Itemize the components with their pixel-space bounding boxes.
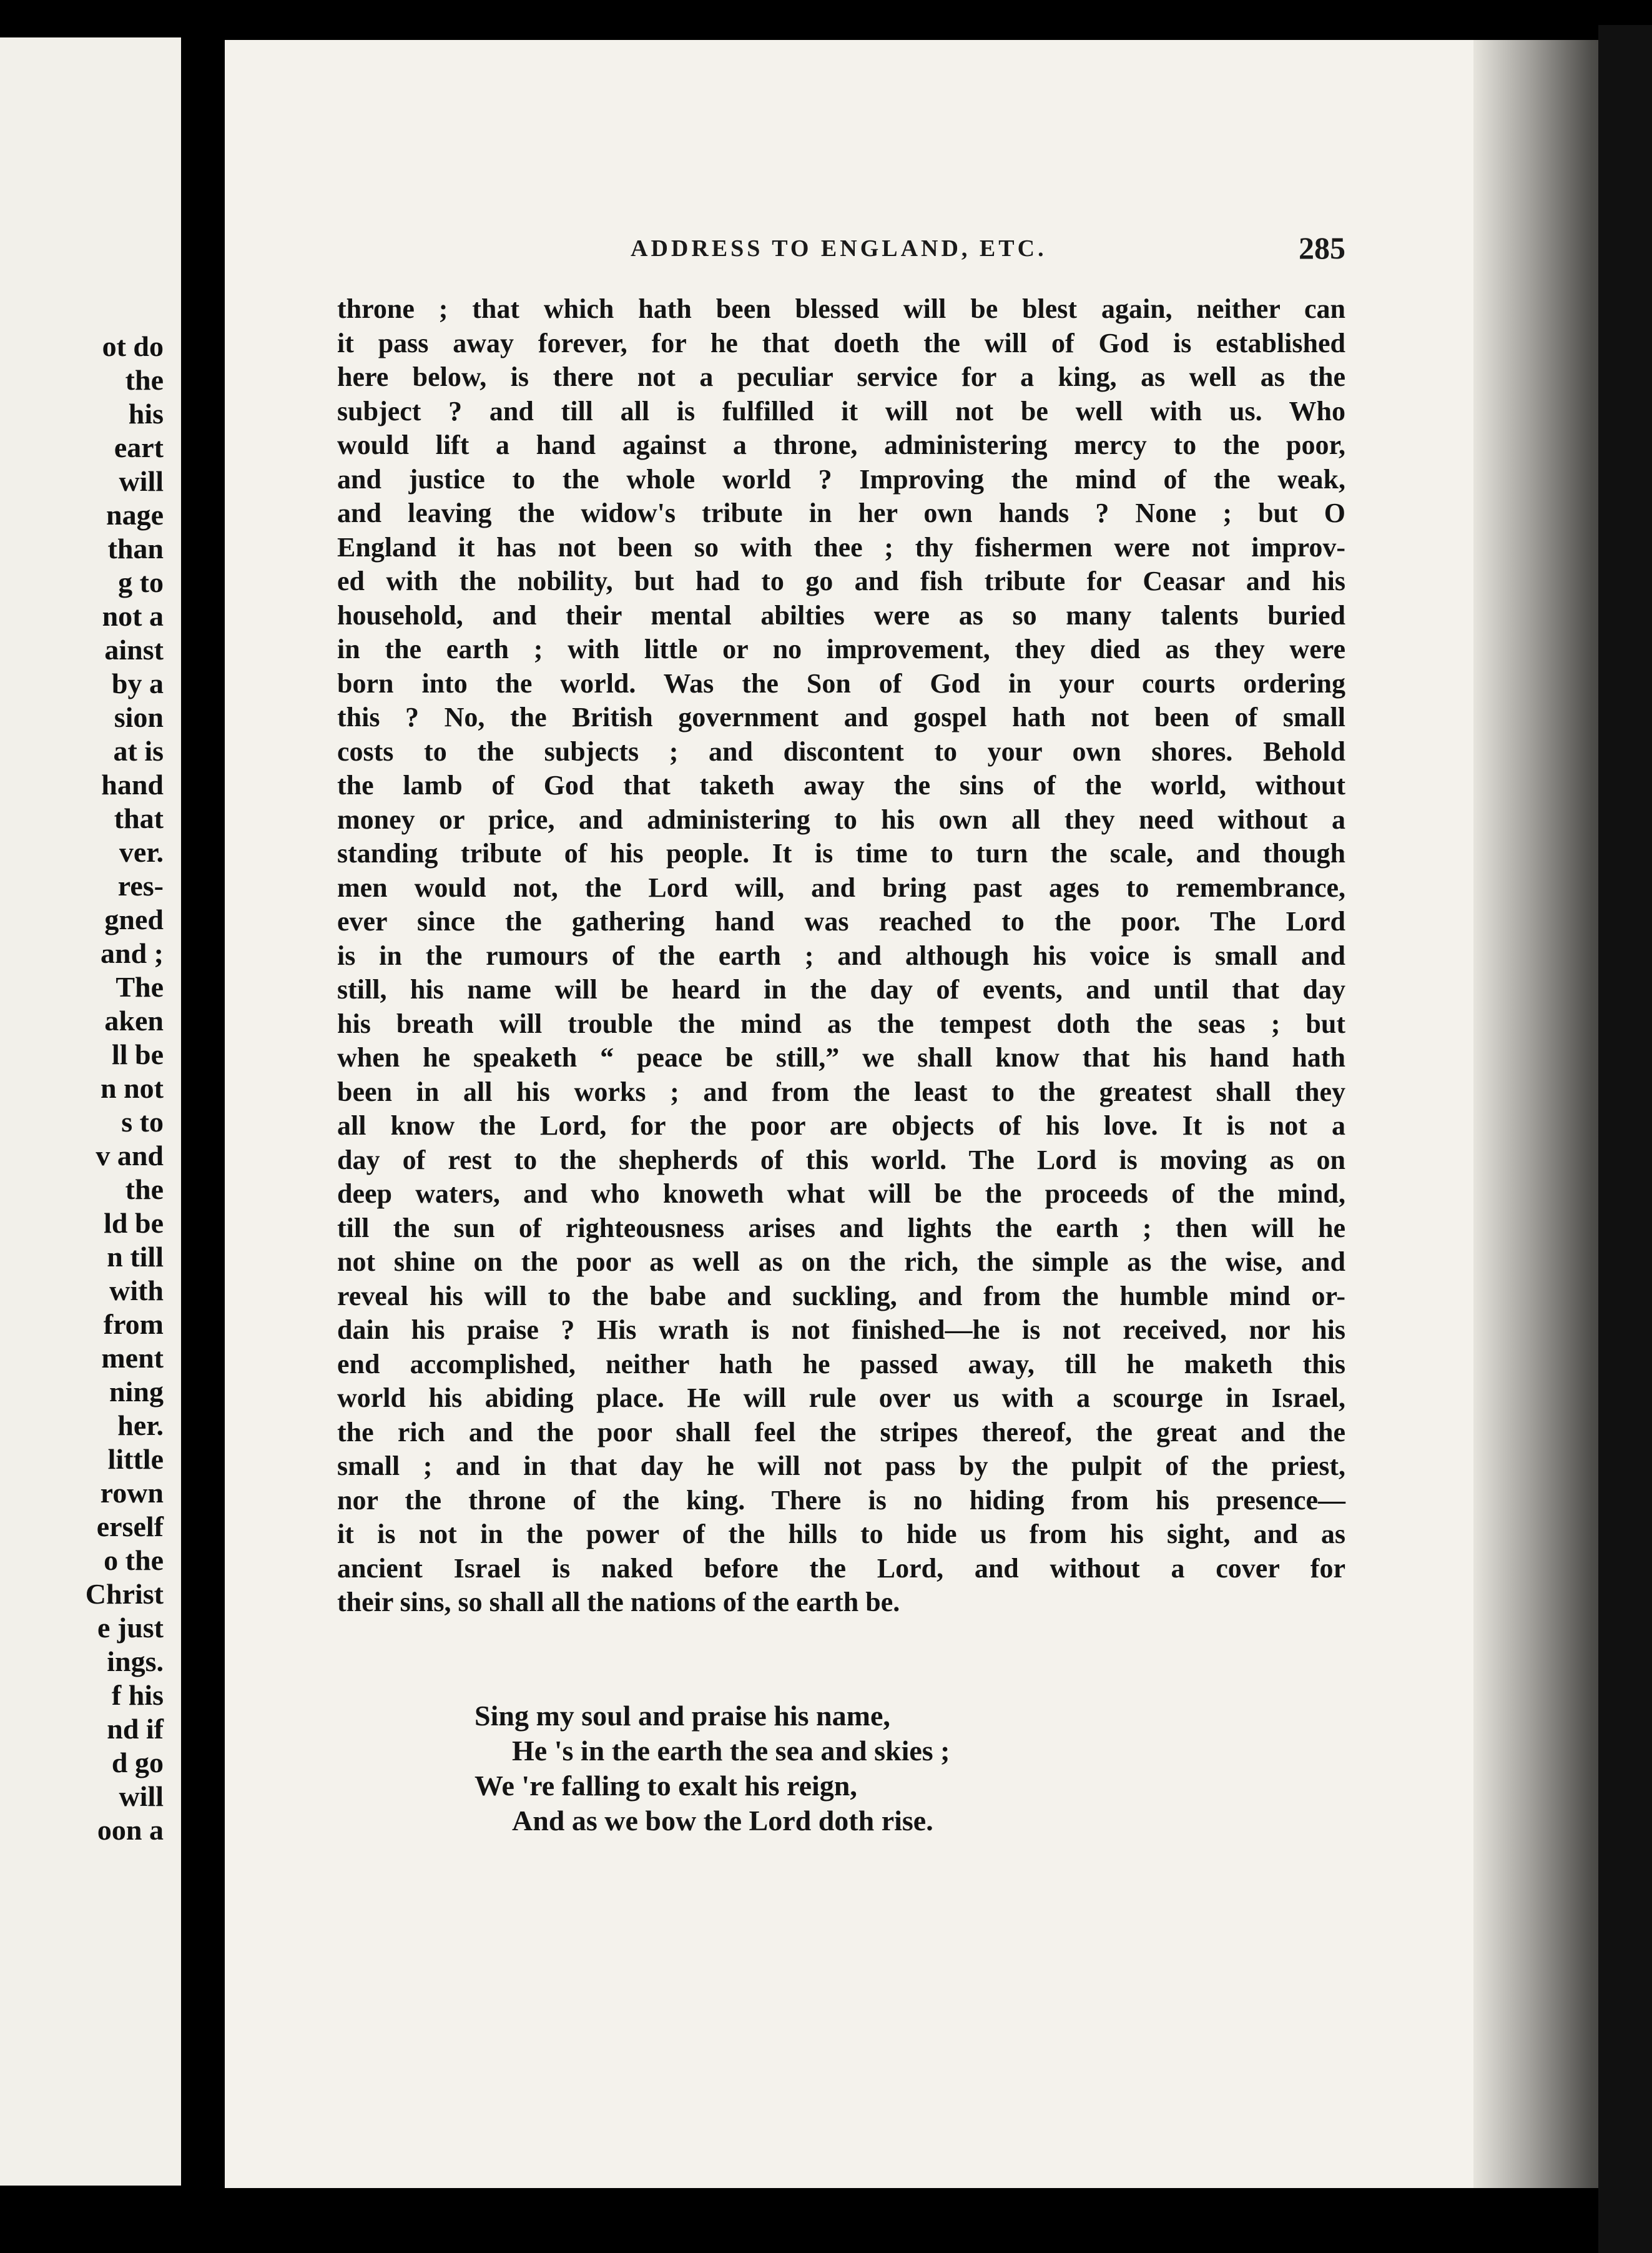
left-page-fragment-line: will bbox=[119, 1780, 164, 1812]
left-page-fragment-line: d go bbox=[111, 1747, 164, 1778]
text-line: the lamb of God that taketh away the sins of the world, without bbox=[337, 770, 1345, 801]
verse-line: He 's in the earth the sea and skies ; bbox=[512, 1735, 950, 1767]
left-page-fragment-line: than bbox=[107, 533, 164, 564]
text-line: the rich and the poor shall feel the stripes thereof, the great and the bbox=[337, 1416, 1345, 1447]
text-line: ancient Israel is naked before the Lord, and without a cover for bbox=[337, 1552, 1345, 1584]
text-line: men would not, the Lord will, and bring past ages to remembrance, bbox=[337, 872, 1345, 903]
left-page-fragment-line: ot do bbox=[102, 330, 164, 362]
text-line: and leaving the widow's tribute in her own hands ? None ; but O bbox=[337, 498, 1345, 528]
text-line: end accomplished, neither hath he passed away, till he maketh this bbox=[337, 1348, 1345, 1379]
text-line: costs to the subjects ; and discontent to your own shores. Behold bbox=[337, 736, 1345, 767]
text-line: dain his praise ? His wrath is not finished—he is not received, nor his bbox=[337, 1314, 1345, 1345]
left-page-fragment-line: ld be bbox=[104, 1207, 164, 1239]
text-line: day of rest to the shepherds of this world. The Lord is moving as on bbox=[337, 1144, 1345, 1175]
text-line: ever since the gathering hand was reached to the poor. The Lord bbox=[337, 906, 1345, 937]
body-paragraph bbox=[337, 292, 1345, 1620]
verse-line: We 're falling to exalt his reign, bbox=[474, 1770, 857, 1802]
left-page-fragment-line: n not bbox=[101, 1072, 164, 1104]
left-page-fragment-line: her. bbox=[117, 1409, 164, 1441]
left-page-fragment-line: v and bbox=[96, 1140, 164, 1171]
text-line: would lift a hand against a throne, administering mercy to the poor, bbox=[337, 430, 1345, 460]
text-line: world his abiding place. He will rule over us with a scourge in Israel, bbox=[337, 1383, 1345, 1413]
text-line: money or price, and administering to his own all they need without a bbox=[337, 804, 1345, 835]
text-line: subject ? and till all is fulfilled it will not be well with us. Who bbox=[337, 395, 1345, 426]
left-page-fragment bbox=[0, 37, 181, 2186]
left-page-fragment-line: and ; bbox=[101, 937, 164, 969]
verse-line: And as we bow the Lord doth rise. bbox=[512, 1805, 933, 1836]
text-line: reveal his will to the babe and suckling, and from the humble mind or- bbox=[337, 1280, 1345, 1311]
left-page-fragment-line: s to bbox=[121, 1106, 164, 1138]
left-page-fragment-line: g to bbox=[118, 566, 164, 598]
text-line: till the sun of righteousness arises and lights the earth ; then will he bbox=[337, 1212, 1345, 1243]
text-line: it is not in the power of the hills to hide us from his sight, and as bbox=[337, 1519, 1345, 1549]
text-line: throne ; that which hath been blessed will be blest again, neither can bbox=[337, 293, 1345, 324]
verse-stanza bbox=[474, 1698, 950, 1838]
left-page-fragment-line: Christ bbox=[85, 1578, 164, 1610]
left-page-fragment-line: little bbox=[107, 1443, 164, 1475]
text-line: it pass away forever, for he that doeth the will of God is established bbox=[337, 327, 1345, 358]
text-line: been in all his works ; and from the least to the greatest shall they bbox=[337, 1076, 1345, 1107]
running-header bbox=[337, 230, 1345, 272]
text-line: nor the throne of the king. There is no hiding from his presence— bbox=[337, 1484, 1345, 1516]
left-page-fragment-line: erself bbox=[96, 1511, 164, 1542]
text-line: and justice to the whole world ? Improving the mind of the weak, bbox=[337, 463, 1345, 495]
left-page-fragment-line: that bbox=[114, 802, 164, 834]
left-page-fragment-line: ment bbox=[101, 1342, 164, 1374]
text-line: here below, is there not a peculiar service for a king, as well as the bbox=[337, 362, 1345, 392]
scan-border bbox=[1598, 25, 1652, 2253]
left-page-fragment-line: eart bbox=[114, 431, 164, 463]
left-page-fragment-line: by a bbox=[111, 668, 164, 699]
left-page-fragment-line: not a bbox=[102, 600, 164, 632]
left-page-fragment-line: gned bbox=[104, 904, 164, 935]
left-page-fragment-line: sion bbox=[114, 701, 164, 733]
text-line: his breath will trouble the mind as the tempest doth the seas ; but bbox=[337, 1008, 1345, 1039]
left-page-fragment-line: n till bbox=[107, 1241, 164, 1273]
left-page-fragment-line: The bbox=[116, 971, 164, 1003]
left-page-fragment-line: ning bbox=[109, 1376, 164, 1408]
left-page-fragment-line: hand bbox=[101, 769, 164, 801]
left-page-fragment-line: the bbox=[125, 1173, 164, 1205]
text-line: when he speaketh “ peace be still,” we shall know that his hand hath bbox=[337, 1042, 1345, 1073]
left-page-fragment-line: o the bbox=[104, 1544, 164, 1576]
text-line: in the earth ; with little or no improvement, they died as they were bbox=[337, 634, 1345, 664]
left-page-fragment-line: ainst bbox=[104, 634, 164, 666]
left-page-fragment-line: ver. bbox=[119, 836, 164, 868]
text-line: all know the Lord, for the poor are objects of his love. It is not a bbox=[337, 1110, 1345, 1141]
left-page-fragment-line: oon a bbox=[97, 1814, 164, 1846]
left-page-fragment-line: e just bbox=[97, 1612, 164, 1644]
left-page-fragment-line: res- bbox=[117, 870, 164, 902]
left-page-fragment-line: nd if bbox=[107, 1713, 164, 1745]
left-page-fragment-line: ings. bbox=[107, 1645, 164, 1677]
text-line: standing tribute of his people. It is time to turn the scale, and though bbox=[337, 838, 1345, 869]
left-page-fragment-line: will bbox=[119, 465, 164, 497]
text-line: born into the world. Was the Son of God in your courts ordering bbox=[337, 668, 1345, 699]
text-line: still, his name will be heard in the day of events, and until that day bbox=[337, 974, 1345, 1005]
verse-line: Sing my soul and praise his name, bbox=[474, 1700, 890, 1732]
text-line: small ; and in that day he will not pass by the pulpit of the priest, bbox=[337, 1451, 1345, 1481]
text-line: household, and their mental abilties were as so many talents buried bbox=[337, 599, 1345, 631]
left-page-fragment-line: ll be bbox=[111, 1038, 164, 1070]
text-line: this ? No, the British government and gospel hath not been of small bbox=[337, 702, 1345, 732]
text-line: their sins, so shall all the nations of the earth be. bbox=[337, 1587, 900, 1617]
running-title: ADDRESS TO ENGLAND, ETC. bbox=[631, 235, 1047, 262]
left-page-fragment-line: nage bbox=[106, 499, 164, 531]
text-line: is in the rumours of the earth ; and although his voice is small and bbox=[337, 940, 1345, 971]
left-page-fragment-line: at is bbox=[113, 735, 164, 767]
left-page-fragment-line: rown bbox=[100, 1477, 164, 1509]
left-page-fragment-line: with bbox=[109, 1274, 164, 1306]
left-page-fragment-line: the bbox=[125, 364, 164, 396]
gutter bbox=[181, 25, 219, 2211]
page-number: 285 bbox=[1299, 230, 1345, 265]
text-line: deep waters, and who knoweth what will be the proceeds of the mind, bbox=[337, 1178, 1345, 1209]
text-line: not shine on the poor as well as on the rich, the simple as the wise, and bbox=[337, 1246, 1345, 1277]
text-line: England it has not been so with thee ; thy fishermen were not improv- bbox=[337, 531, 1345, 563]
text-line: ed with the nobility, but had to go and fish tribute for Ceasar and his bbox=[337, 566, 1345, 596]
left-page-fragment-line: from bbox=[103, 1308, 164, 1340]
left-page-fragment-line: his bbox=[128, 398, 164, 430]
left-page-fragment-line: aken bbox=[104, 1005, 164, 1037]
left-page-fragment-line: f his bbox=[111, 1679, 164, 1711]
left-page-text bbox=[86, 330, 164, 1847]
